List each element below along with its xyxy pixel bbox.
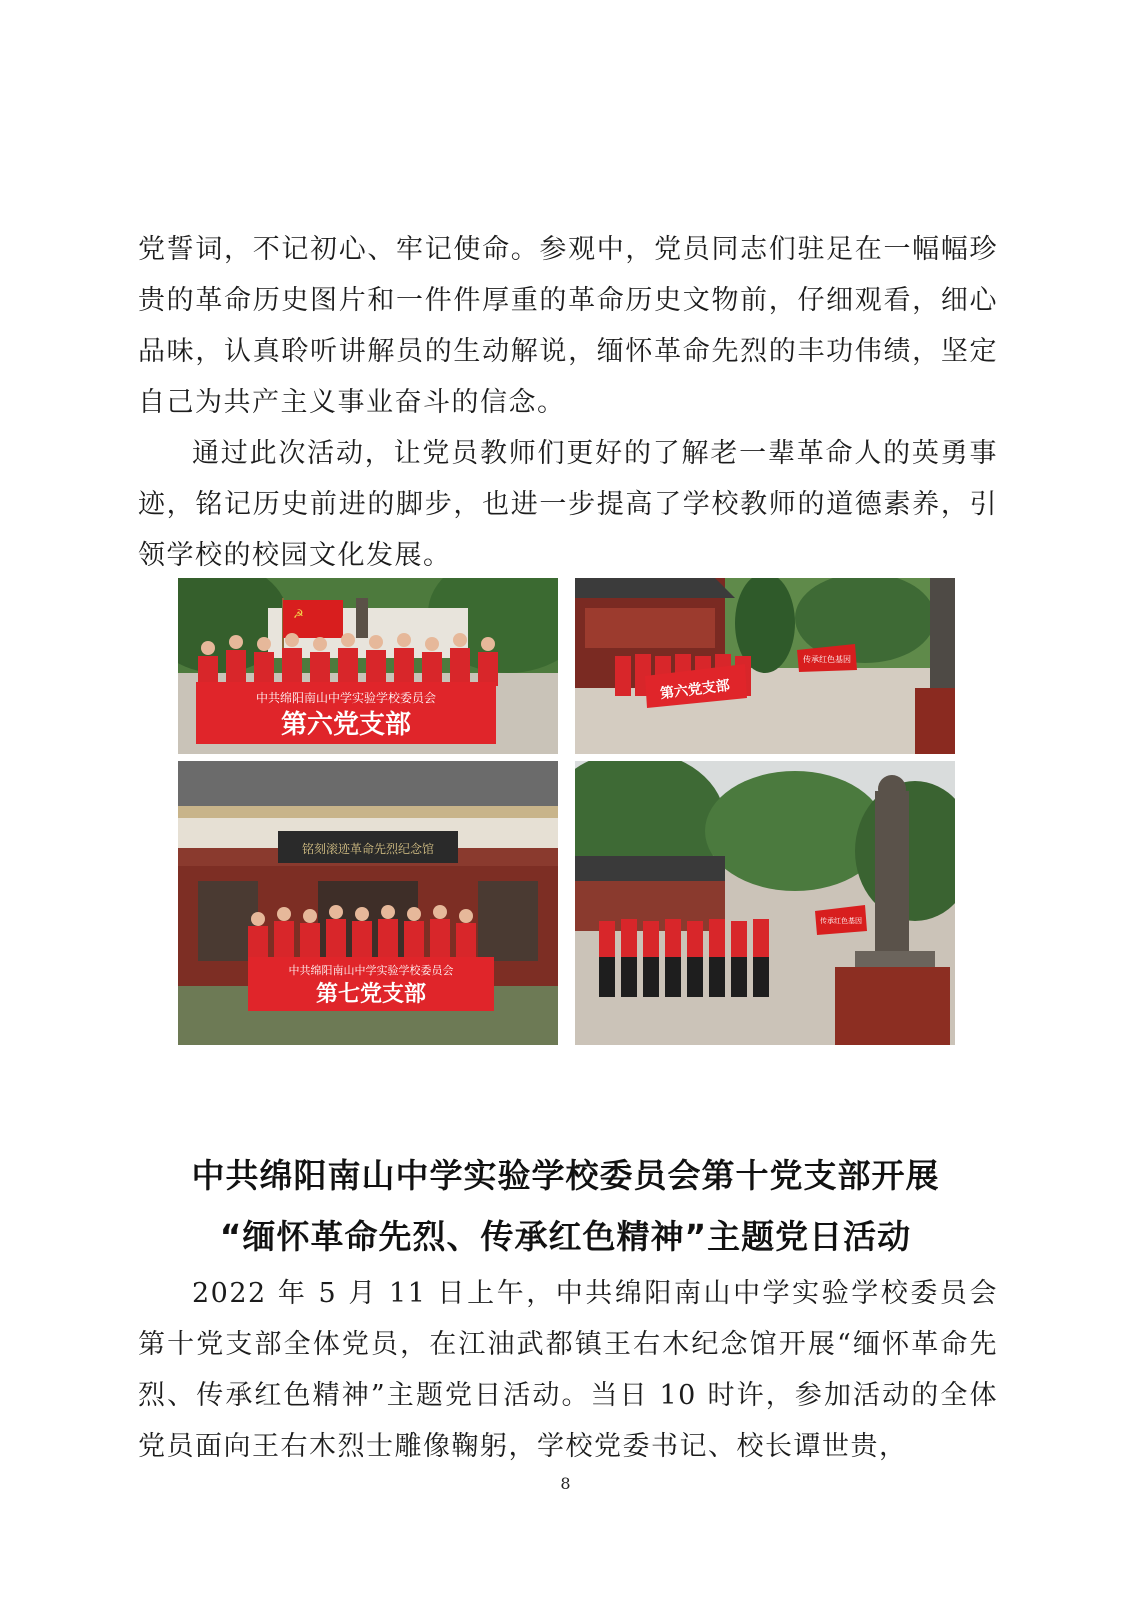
red-sign-text-2: 传承红色基因	[820, 917, 862, 925]
svg-text:☭: ☭	[293, 607, 304, 621]
page-number: 8	[560, 1474, 571, 1493]
section-title-line-2: “缅怀革命先烈、传承红色精神”主题党日活动	[219, 1217, 912, 1256]
body-paragraph-1: 党誓词，不记初心、牢记使命。参观中，党员同志们驻足在一幅幅珍贵的革命历史图片和一件件厚重的革命历史文物前，仔细观看，细心品味，认真聆听讲解员的生动解说，缅怀革命先烈的丰功伟绩，坚定自己为共产主义事业奋斗的信念。	[138, 234, 998, 418]
photo-branch-6-oath	[575, 578, 955, 754]
banner-branch-text-2: 第六党支部	[659, 677, 731, 703]
hall-plaque-text: 铭刻滚迹革命先烈纪念馆	[301, 842, 435, 856]
photo-statue-salute	[575, 761, 955, 1045]
banner-branch-text: 第六党支部	[280, 710, 412, 740]
photo-branch-6-group	[178, 578, 558, 754]
body-paragraph-3: 2022 年 5 月 11 日上午，中共绵阳南山中学实验学校委员会第十党支部全体党员，在江油武都镇王右木纪念馆开展“缅怀革命先烈、传承红色精神”主题党日活动。当日 10 时许，参加活动的全体党员面向王右木烈士雕像鞠躬，学校党委书记、校长谭世贵，	[138, 1278, 998, 1462]
section-title-line-1: 中共绵阳南山中学实验学校委员会第十党支部开展	[191, 1156, 940, 1195]
red-sign-text: 传承红色基因	[803, 655, 851, 664]
banner-branch-7-text: 第七党支部	[315, 981, 427, 1007]
body-paragraph-2: 通过此次活动，让党员教师们更好的了解老一辈革命人的英勇事迹，铭记历史前进的脚步，也进一步提高了学校教师的道德素养，引领学校的校园文化发展。	[138, 438, 998, 571]
banner-org-text-2: 中共绵阳南山中学实验学校委员会	[288, 964, 454, 977]
banner-org-text: 中共绵阳南山中学实验学校委员会	[255, 691, 437, 705]
photo-branch-7-group	[178, 761, 558, 1045]
